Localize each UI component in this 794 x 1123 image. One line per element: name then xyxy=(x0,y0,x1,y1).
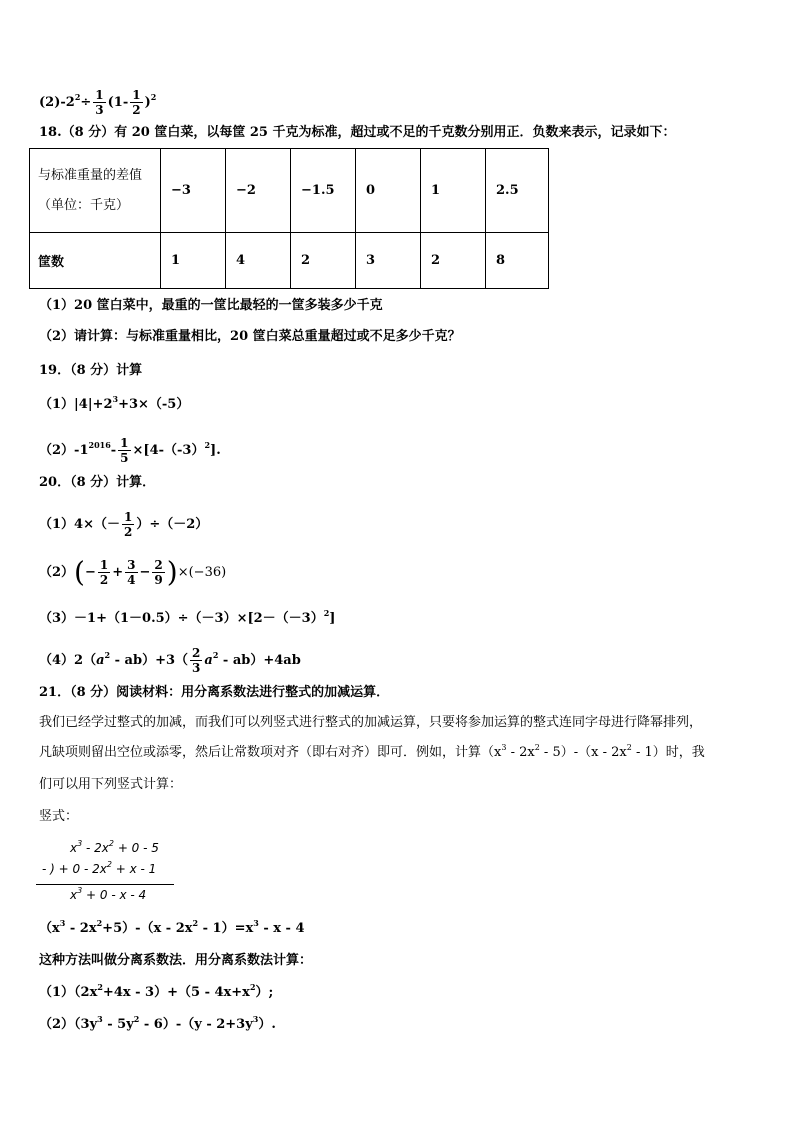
exp: 2 xyxy=(133,1014,140,1024)
text: a xyxy=(204,653,213,668)
exp: 2 xyxy=(249,982,256,992)
q21-result xyxy=(39,920,305,938)
table-cell: −3 xyxy=(161,149,226,233)
paren-right: ) xyxy=(166,555,178,589)
frac xyxy=(152,558,164,587)
table-cell: 4 xyxy=(226,233,291,289)
frac xyxy=(98,558,110,587)
frac-den: 2 xyxy=(132,103,141,117)
text: + x - 1 xyxy=(111,862,157,876)
exp: 3 xyxy=(97,1014,103,1024)
text: - 2x xyxy=(65,921,97,936)
text: 凡缺项则留出空位或添零，然后让常数项对齐（即右对齐）即可．例如，计算（x xyxy=(39,745,502,760)
q20-sub3 xyxy=(39,610,335,628)
exp: 2 xyxy=(106,860,112,869)
q21-p1: 我们已经学过整式的加减，而我们可以列竖式进行整式的加减运算，只要将参加运算的整式连同字母进行降幂排列， xyxy=(39,715,703,730)
q17-term2: (1- xyxy=(107,95,129,110)
text: - xyxy=(110,443,117,458)
text: - x - 4 xyxy=(258,921,305,936)
q17-term: -2 xyxy=(60,95,75,110)
text: x xyxy=(70,841,78,855)
table-row xyxy=(30,233,549,289)
text: （1）|4|+2 xyxy=(39,397,113,412)
table-cell: −2 xyxy=(226,149,291,233)
exp: 2 xyxy=(97,982,103,992)
exp: 3 xyxy=(59,918,66,928)
frac-den: 9 xyxy=(154,573,163,587)
paren-left: ( xyxy=(74,555,85,589)
frac-den: 3 xyxy=(192,661,201,675)
exp: 2 xyxy=(534,743,540,752)
q20-sub1 xyxy=(39,510,208,539)
text: +4x - 3）+（5 - 4x+x xyxy=(102,985,250,1000)
text: （4）2（ xyxy=(39,653,97,668)
q21-p2 xyxy=(39,744,705,762)
table-cell: 3 xyxy=(356,233,421,289)
frac-num: 1 xyxy=(99,558,109,572)
text: ×(−36) xyxy=(177,565,227,580)
q17-div: ÷ xyxy=(80,95,92,110)
q17-exp2: 2 xyxy=(150,92,157,102)
text: - 5y xyxy=(102,1017,134,1032)
text: − xyxy=(139,565,151,580)
q19-sub1 xyxy=(39,396,189,414)
table-cell: 2.5 xyxy=(486,149,549,233)
head-line2: （单位：千克） xyxy=(38,197,130,213)
exp: 2 xyxy=(212,650,219,660)
head-line1: 与标准重量的差值 xyxy=(38,167,143,183)
q17-part2 xyxy=(39,88,156,117)
text: - ) + 0 - 2x xyxy=(42,862,107,876)
vertical-line3 xyxy=(70,888,146,902)
frac-num: 2 xyxy=(192,646,201,660)
q17-frac1 xyxy=(93,88,105,117)
text: + 0 - 5 xyxy=(114,841,159,855)
text: - 2x xyxy=(506,745,535,760)
exp: 2 xyxy=(96,918,103,928)
text: - 2x xyxy=(82,841,109,855)
q20-sub2 xyxy=(39,555,227,589)
text: - ab）+3（ xyxy=(110,653,189,668)
text: （2）（3y xyxy=(39,1017,98,1032)
text: − xyxy=(84,565,96,580)
q21-vertical-label: 竖式： xyxy=(39,809,79,824)
table-cell: 2 xyxy=(291,233,356,289)
q18-sub1: （1）20 筐白菜中，最重的一筐比最轻的一筐多装多少千克 xyxy=(39,298,383,313)
text: ×[4-（-3） xyxy=(132,443,205,458)
text: +5）-（x - 2x xyxy=(102,921,193,936)
frac-den: 3 xyxy=(95,103,104,117)
exp: 3 xyxy=(252,1014,259,1024)
text: ] xyxy=(329,611,336,626)
exp: 2 xyxy=(626,743,632,752)
q19-frac xyxy=(118,436,130,465)
frac-den: 5 xyxy=(120,451,129,465)
frac-den: 2 xyxy=(99,573,109,587)
text: （1）4×（－ xyxy=(39,517,120,532)
text: ）. xyxy=(258,1017,276,1032)
frac-num: 1 xyxy=(95,88,104,102)
frac-den: 2 xyxy=(123,525,133,539)
q18-stem: 18.（8 分）有 20 筐白菜，以每筐 25 千克为标准，超过或不足的千克数分别用正．负数来表示，记录如下： xyxy=(39,125,676,140)
exp: 3 xyxy=(77,839,83,848)
text: + xyxy=(112,565,124,580)
text: - ab）+4ab xyxy=(218,653,301,668)
q17-label: (2) xyxy=(39,95,61,110)
table-head-diff xyxy=(30,149,161,233)
q19-stem: 19．（8 分）计算 xyxy=(39,363,143,378)
frac-num: 2 xyxy=(154,558,163,572)
table-row xyxy=(30,149,549,233)
frac-den: 4 xyxy=(127,573,136,587)
table-head-count: 筐数 xyxy=(30,233,161,289)
frac-num: 1 xyxy=(132,88,141,102)
q20-stem: 20．（8 分）计算． xyxy=(39,475,156,490)
q20-sub4 xyxy=(39,646,301,675)
vertical-line2 xyxy=(42,862,156,876)
frac-num: 1 xyxy=(120,436,129,450)
text: ]. xyxy=(210,443,221,458)
table-cell: 1 xyxy=(161,233,226,289)
text: （2）-1 xyxy=(39,443,89,458)
table-cell: 2 xyxy=(421,233,486,289)
exp: 3 xyxy=(501,743,507,752)
frac xyxy=(190,646,202,675)
q21-sub1 xyxy=(39,984,273,1002)
table-cell: 8 xyxy=(486,233,549,289)
frac-num: 1 xyxy=(123,510,133,524)
text: x xyxy=(70,888,78,902)
text: ）; xyxy=(255,985,274,1000)
text: - 6）-（y - 2+3y xyxy=(139,1017,253,1032)
q21-sub2 xyxy=(39,1016,276,1034)
q17-frac2 xyxy=(130,88,142,117)
text: - 5）-（x - 2x xyxy=(539,745,627,760)
q21-p4: 这种方法叫做分离系数法．用分离系数法计算： xyxy=(39,953,313,968)
q21-stem: 21．（8 分）阅读材料：用分离系数法进行整式的加减运算． xyxy=(39,685,390,700)
text: + 0 - x - 4 xyxy=(82,888,147,902)
text: ）÷（－2） xyxy=(136,517,209,532)
exp: 3 xyxy=(253,918,259,928)
exp: 3 xyxy=(77,886,83,895)
q18-table xyxy=(29,148,549,289)
vertical-line1 xyxy=(70,841,159,855)
text: （3）－1+（1－0.5）÷（－3）×[2－（－3） xyxy=(39,611,324,626)
frac-num: 3 xyxy=(127,558,136,572)
text: - 1）=x xyxy=(198,921,254,936)
exp: 2 xyxy=(204,440,211,450)
table-cell: −1.5 xyxy=(291,149,356,233)
text: a xyxy=(96,653,105,668)
q17-term3: ) xyxy=(144,95,151,110)
text: - 1）时，我 xyxy=(631,745,705,760)
exp: 2 xyxy=(104,650,111,660)
text: （1）（2x xyxy=(39,985,98,1000)
text: （x xyxy=(39,921,60,936)
frac xyxy=(125,558,137,587)
table-cell: 0 xyxy=(356,149,421,233)
exp: 2 xyxy=(323,608,330,618)
exp: 3 xyxy=(112,394,119,404)
exp: 2016 xyxy=(88,440,111,450)
vertical-divider xyxy=(36,884,174,885)
q21-p3: 们可以用下列竖式计算： xyxy=(39,777,183,792)
table-cell: 1 xyxy=(421,149,486,233)
text: +3×（-5） xyxy=(118,397,190,412)
exp: 2 xyxy=(192,918,199,928)
exp: 2 xyxy=(108,839,114,848)
q20-frac xyxy=(122,510,134,539)
q19-sub2 xyxy=(39,436,221,465)
q17-exp: 2 xyxy=(74,92,81,102)
text: （2） xyxy=(39,565,75,580)
q18-sub2: （2）请计算：与标准重量相比，20 筐白菜总重量超过或不足多少千克？ xyxy=(39,329,461,344)
